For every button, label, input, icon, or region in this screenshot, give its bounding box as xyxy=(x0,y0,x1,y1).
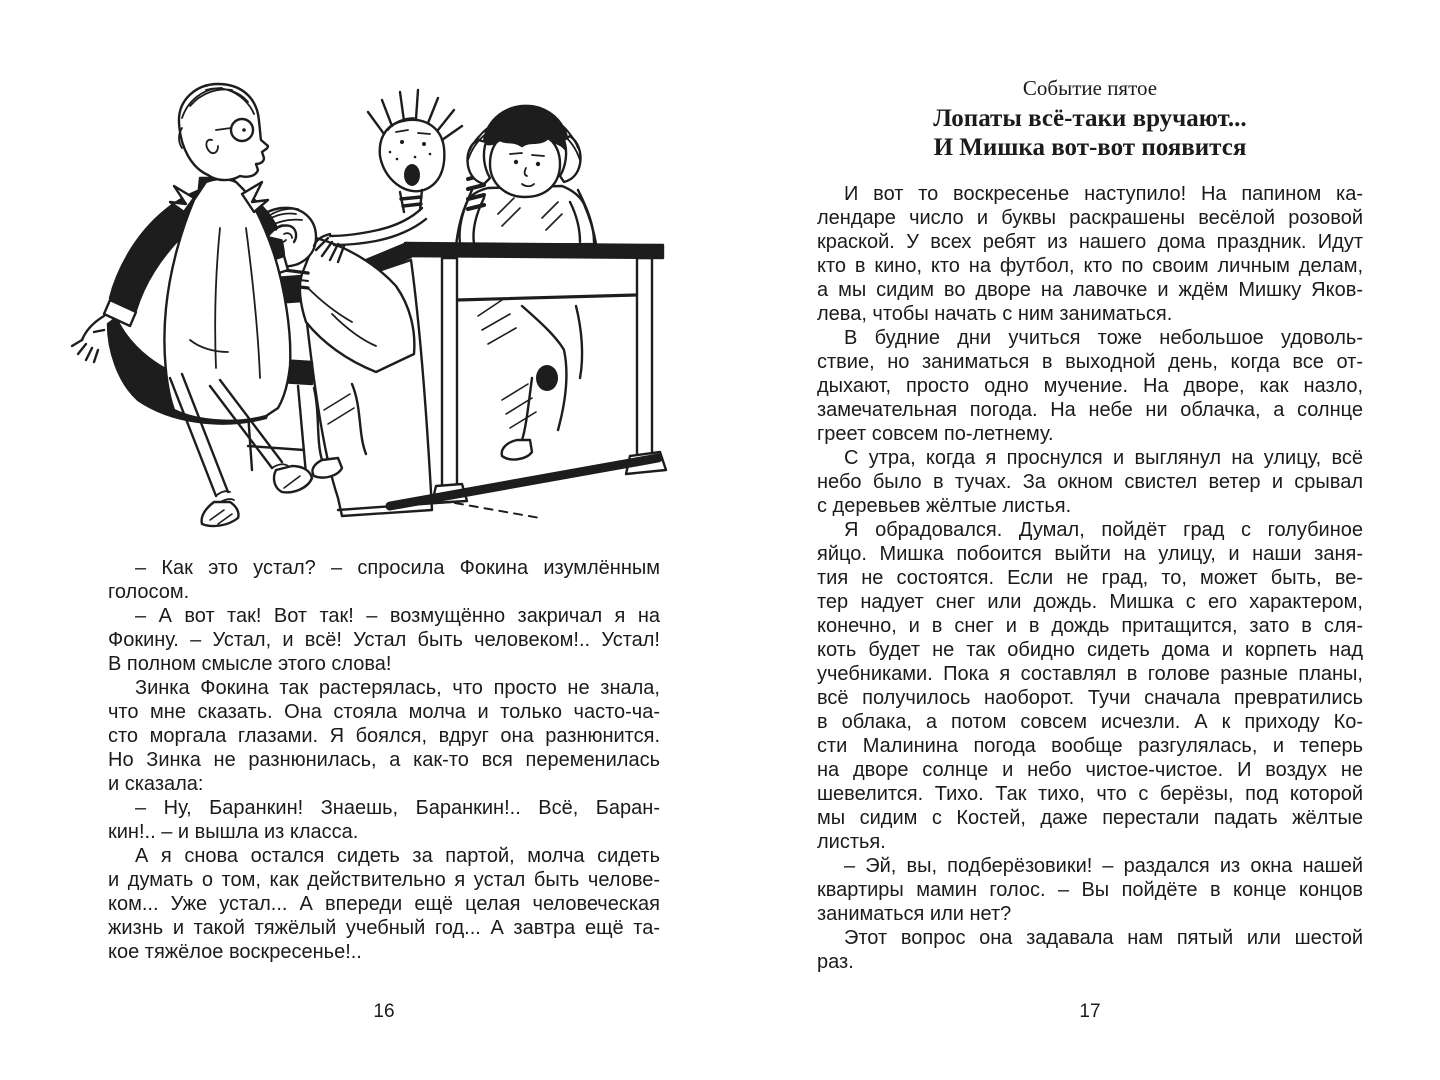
text-line: заниматься или нет? xyxy=(817,903,1012,925)
paragraph xyxy=(108,796,660,844)
right-page-text xyxy=(817,182,1363,974)
text-line: Фокину. – Устал, и всё! Устал быть человеком!.. Устал! xyxy=(108,629,660,651)
paragraph xyxy=(108,604,660,676)
text-line: шевелится. Тихо. Так тихо, что с берёзы, под которой xyxy=(817,783,1363,805)
text-line: ком... Уже устал... А впереди ещё целая человеческая xyxy=(108,893,660,915)
text-line: на дворе солнце и небо чистое-чистое. И воздух не xyxy=(817,759,1363,781)
paragraph xyxy=(817,854,1363,926)
text-line: сти Малинина погода вообще разгулялась, и теперь xyxy=(817,735,1363,757)
paragraph xyxy=(108,556,660,604)
text-line: краской. У всех ребят из нашего дома праздник. Идут xyxy=(817,231,1363,253)
text-line: А я снова остался сидеть за партой, молча сидеть xyxy=(135,845,660,867)
text-line: мы сидим с Костей, даже перестали падать жёлтые xyxy=(817,807,1363,829)
text-line: и думать о том, как действительно я устал быть челове- xyxy=(108,869,660,891)
text-line: В полном смысле этого слова! xyxy=(108,653,392,675)
right-page-number: 17 xyxy=(1079,1001,1101,1022)
text-line: Этот вопрос она задавала нам пятый или шестой xyxy=(844,927,1363,949)
text-line: голосом. xyxy=(108,581,190,603)
left-page-number: 16 xyxy=(373,1001,395,1022)
text-line: всё получилось наоборот. Тучи сначала превратились xyxy=(817,687,1363,709)
text-line: сто моргала глазами. Я боялся, вдруг она разнюнится. xyxy=(108,725,660,747)
text-line: квартиры мамин голос. – Вы пойдёте в конце концов xyxy=(817,879,1363,901)
paragraph xyxy=(108,844,660,964)
text-line: яйцо. Мишка побоится выйти на улицу, и наши заня- xyxy=(817,543,1363,565)
paragraph xyxy=(817,182,1363,326)
paragraph xyxy=(817,518,1363,854)
text-line: раз. xyxy=(817,951,854,973)
text-line: Зинка Фокина так растерялась, что просто не знала, xyxy=(135,677,660,699)
text-line: греет совсем по-летнему. xyxy=(817,423,1054,445)
text-line: ствие, но заниматься в выходной день, когда все от- xyxy=(817,351,1363,373)
text-line: – Как это устал? – спросила Фокина изумлённым xyxy=(135,557,660,579)
text-line: кое тяжёлое воскресенье!.. xyxy=(108,941,362,963)
chapter-title xyxy=(817,104,1363,162)
text-line: коть будет не так обидно сидеть дома и корпеть над xyxy=(817,639,1363,661)
text-line: замечательная погода. На небе ни облачка, а солнце xyxy=(817,399,1363,421)
chapter-title-line-1: Лопаты всё-таки вручают... xyxy=(933,105,1247,132)
text-line: с деревьев жёлтые листья. xyxy=(817,495,1072,517)
paragraph xyxy=(817,926,1363,974)
text-line: С утра, когда я проснулся и выглянул на улицу, всё xyxy=(844,447,1363,469)
text-line: листья. xyxy=(817,831,886,853)
paragraph xyxy=(108,676,660,796)
text-line: тер надует снег или дождь. Мишка с его характером, xyxy=(817,591,1363,613)
text-line: лева, чтобы начать с ним заниматься. xyxy=(817,303,1173,325)
text-line: и сказала: xyxy=(108,773,204,795)
text-line: небо было в тучах. За окном свистел ветер и срывал xyxy=(817,471,1363,493)
text-line: конечно, и в снег и в дождь притащится, зато в сля- xyxy=(817,615,1363,637)
text-line: В будние дни учиться тоже небольшое удоволь- xyxy=(844,327,1363,349)
text-line: – А вот так! Вот так! – возмущённо закричал я на xyxy=(135,605,660,627)
text-line: – Эй, вы, подберёзовики! – раздался из окна нашей xyxy=(844,855,1363,877)
left-page-text xyxy=(108,556,660,964)
text-line: лендаре число и буквы раскрашены весёлой розовой xyxy=(817,207,1363,229)
classroom-illustration xyxy=(70,78,715,533)
text-line: кин!.. – и вышла из класса. xyxy=(108,821,359,843)
paragraph xyxy=(817,446,1363,518)
chapter-title-line-2: И Мишка вот-вот появится xyxy=(933,134,1247,161)
text-line: И вот то воскресенье наступило! На папином ка- xyxy=(844,183,1363,205)
text-line: в облака, а потом совсем исчезли. А к приходу Ко- xyxy=(817,711,1363,733)
text-line: Но Зинка не разнюнилась, а как-то вся переменилась xyxy=(108,749,660,771)
chapter-kicker: Событие пятое xyxy=(1022,76,1158,100)
text-line: учебниками. Пока я составлял в голове разные планы, xyxy=(817,663,1363,685)
text-line: что мне сказать. Она стояла молча и только часто-ча- xyxy=(108,701,660,723)
text-line: – Ну, Баранкин! Знаешь, Баранкин!.. Всё, Баран- xyxy=(135,797,660,819)
text-line: тия не состоятся. Если не град, то, может быть, ве- xyxy=(817,567,1363,589)
text-line: кто в кино, кто на футбол, кто по своим личным делам, xyxy=(817,255,1363,277)
text-line: Я обрадовался. Думал, пойдёт град с голубиное xyxy=(844,519,1363,541)
text-line: дыхают, просто одно мучение. На дворе, как назло, xyxy=(817,375,1363,397)
text-line: а мы сидим во дворе на лавочке и ждём Мишку Яков- xyxy=(817,279,1363,301)
paragraph xyxy=(817,326,1363,446)
text-line: жизнь и такой тяжёлый учебный год... А завтра ещё та- xyxy=(108,917,660,939)
